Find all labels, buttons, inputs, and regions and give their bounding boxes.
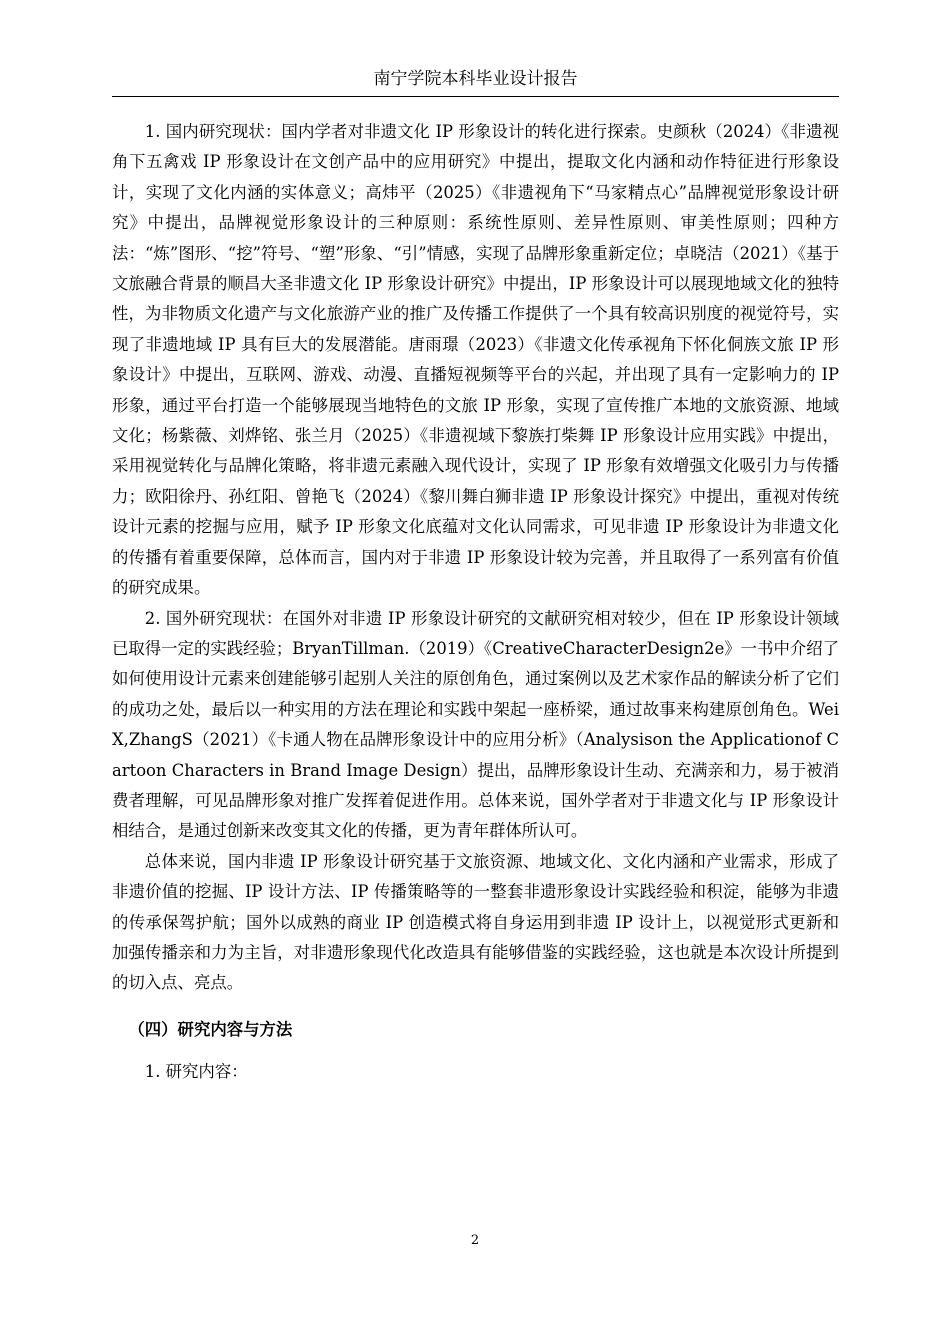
paragraph-foreign-research: 2. 国外研究现状：在国外对非遗 IP 形象设计研究的文献研究相对较少，但在 IP 形象设计领域已取得一定的实践经验；BryanTillman.（2019）《CreativeCharacterDesign2e》一书中介绍了如何使用设计元素来创建能够引起别人关注的原创角色，通过案例以及艺术家作品的解读分析了它们的成功之处，最后以一种实用的方法在理论和实践中架起一座桥梁，通过故事来构建原创角色。WeiX,ZhangS（2021）《卡通人物在品牌形象设计中的应用分析》（Analysison the Applicationof Cartoon Characters in Brand Image Design）提出，品牌形象设计生动、充满亲和力，易于被消费者理解，可见品牌形象对推广发挥着促进作用。总体来说，国外学者对于非遗文化与 IP 形象设计相结合，是通过创新来改变其文化的传播，更为青年群体所认可。 (112, 608, 840, 841)
document-body (112, 117, 839, 1087)
running-header: 南宁学院本科毕业设计报告 (373, 69, 578, 89)
section-heading: （四）研究内容与方法 (128, 1019, 293, 1039)
header-rule (112, 96, 839, 97)
sub-heading: 1. 研究内容： (144, 1061, 248, 1081)
page-number: 2 (470, 1233, 480, 1248)
paragraph-domestic-research: 1. 国内研究现状：国内学者对非遗文化 IP 形象设计的转化进行探索。史颜秋（2024）《非遗视角下五禽戏 IP 形象设计在文创产品中的应用研究》中提出，提取文化内涵和动作特征进行形象设计，实现了文化内涵的实体意义；高炜平（2025）《非遗视角下“马家精点心”品牌视觉形象设计研究》中提出，品牌视觉形象设计的三种原则：系统性原则、差异性原则、审美性原则；四种方法：“炼”图形、“挖”符号、“塑”形象、“引”情感，实现了品牌形象重新定位；卓晓洁（2021）《基于文旅融合背景的顺昌大圣非遗文化 IP 形象设计研究》中提出，IP 形象设计可以展现地域文化的独特性，为非物质文化遗产与文化旅游产业的推广及传播工作提供了一个具有较高识别度的视觉符号，实现了非遗地域 IP 具有巨大的发展潜能。唐雨璟（2023）《非遗文化传承视角下怀化侗族文旅 IP 形象设计》中提出，互联网、游戏、动漫、直播短视频等平台的兴起，并出现了具有一定影响力的 IP 形象，通过平台打造一个能够展现当地特色的文旅 IP 形象，实现了宣传推广本地的文旅资源、地域文化；杨紫薇、刘烨铭、张兰月（2025）《非遗视域下黎族打柴舞 IP 形象设计应用实践》中提出，采用视觉转化与品牌化策略，将非遗元素融入现代设计，实现了 IP 形象有效增强文化吸引力与传播力；欧阳徐丹、孙红阳、曾艳飞（2024）《黎川舞白狮非遗 IP 形象设计探究》中提出，重视对传统设计元素的挖掘与应用，赋予 IP 形象文化底蕴对文化认同需求，可见非遗 IP 形象设计为非遗文化的传播有着重要保障，总体而言，国内对于非遗 IP 形象设计较为完善，并且取得了一系列富有价值的研究成果。 (112, 122, 839, 598)
paragraph-summary: 总体来说，国内非遗 IP 形象设计研究基于文旅资源、地域文化、文化内涵和产业需求，形成了非遗价值的挖掘、IP 设计方法、IP 传播策略等的一整套非遗形象设计实践经验和积淀，能够为非遗的传承保驾护航；国外以成熟的商业 IP 创造模式将自身运用到非遗 IP 设计上，以视觉形式更新和加强传播亲和力为主旨，对非遗形象现代化改造具有能够借鉴的实践经验，这也就是本次设计所提到的切入点、亮点。 (112, 851, 839, 993)
